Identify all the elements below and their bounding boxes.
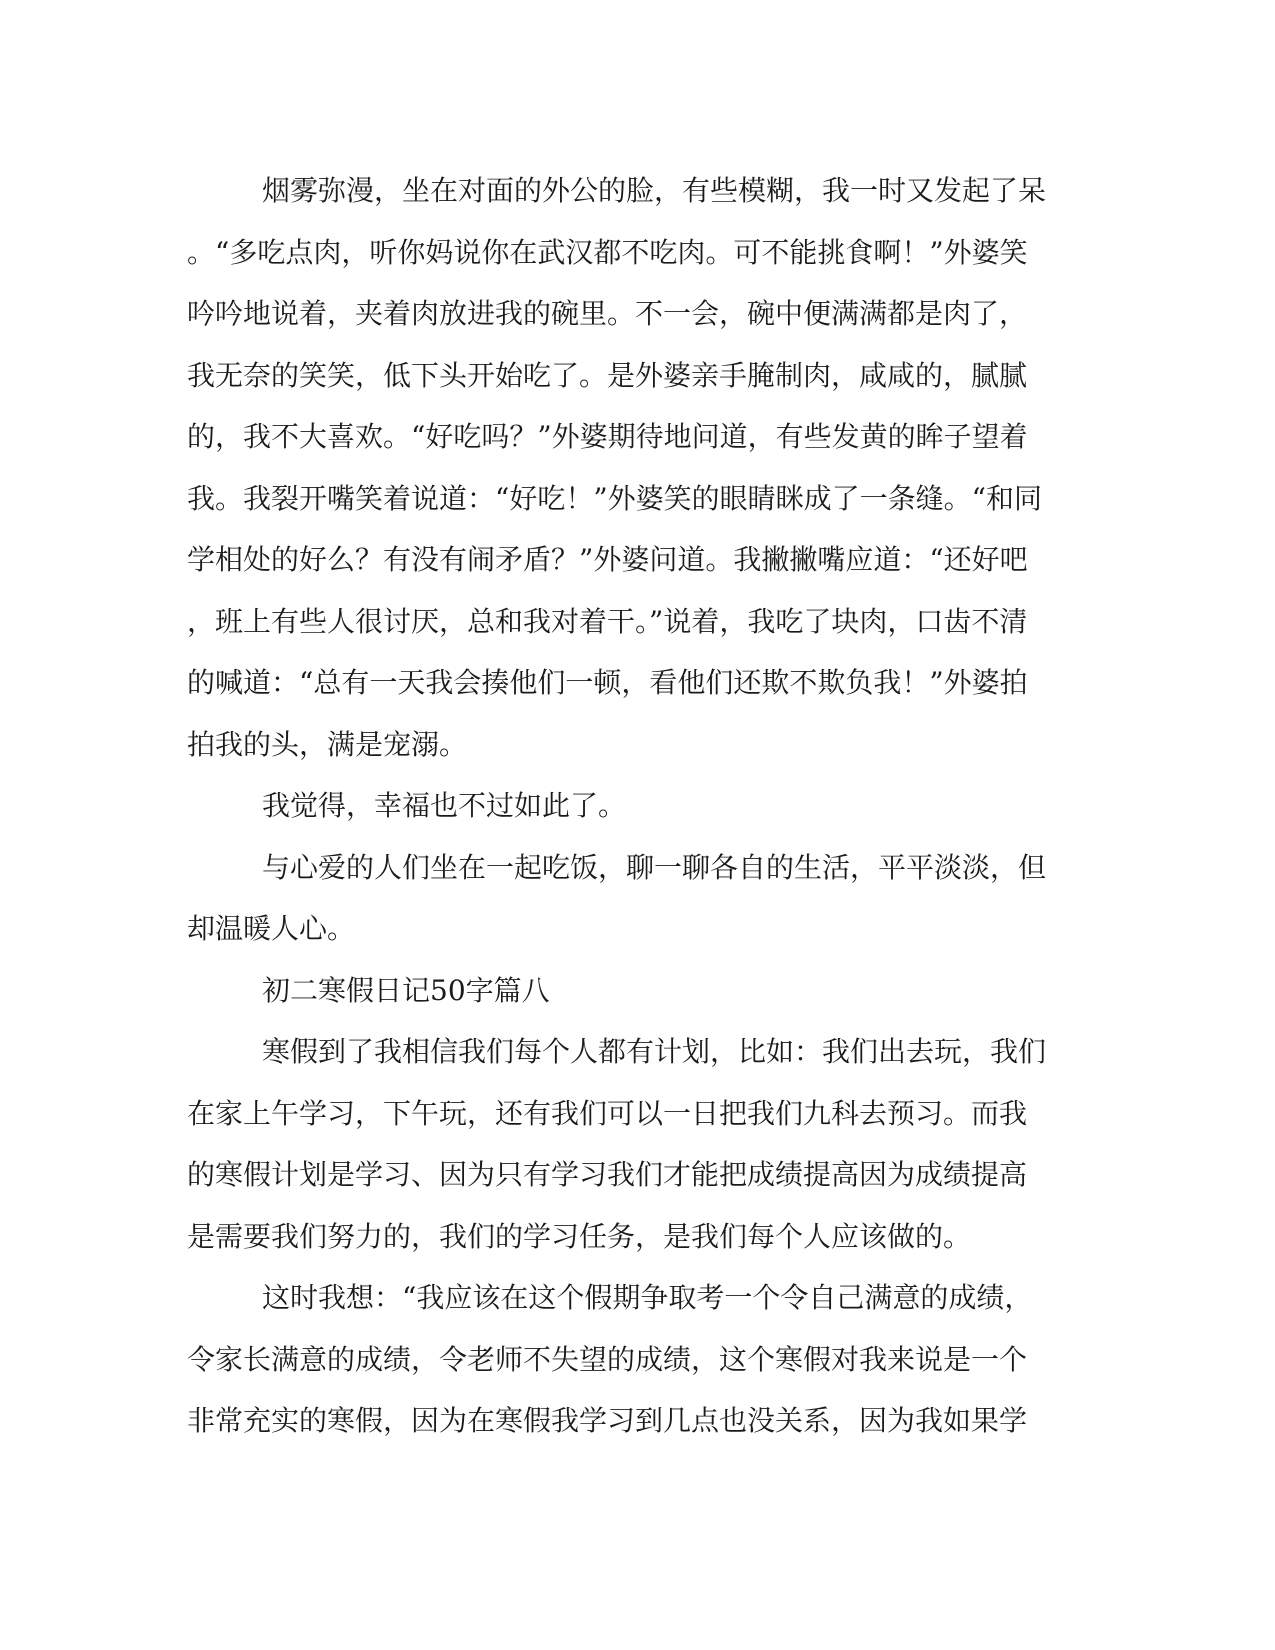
text-line: 在家上午学习，下午玩，还有我们可以一日把我们九科去预习。而我 bbox=[187, 1096, 1028, 1130]
text-line: 。“多吃点肉，听你妈说你在武汉都不吃肉。可不能挑食啊！”外婆笑 bbox=[187, 235, 1028, 269]
text-line: 学相处的好么？有没有闹矛盾？”外婆问道。我撇撇嘴应道：“还好吧 bbox=[187, 543, 1028, 576]
text-line: 这时我想：“我应该在这个假期争取考一个令自己满意的成绩， bbox=[262, 1281, 1033, 1314]
text-line: 烟雾弥漫，坐在对面的外公的脸，有些模糊，我一时又发起了呆 bbox=[262, 174, 1047, 207]
text-line: 却温暖人心。 bbox=[187, 912, 356, 945]
text-line: 的，我不大喜欢。“好吃吗？”外婆期待地问道，有些发黄的眸子望着 bbox=[187, 420, 1028, 453]
text-line: 寒假到了我相信我们每个人都有计划，比如：我们出去玩，我们 bbox=[262, 1035, 1047, 1068]
text-line: 我觉得，幸福也不过如此了。 bbox=[262, 789, 627, 822]
text-line: 与心爱的人们坐在一起吃饭，聊一聊各自的生活，平平淡淡，但 bbox=[262, 850, 1047, 884]
document-body bbox=[187, 160, 1067, 1452]
text-line: 非常充实的寒假，因为在寒假我学习到几点也没关系，因为我如果学 bbox=[187, 1404, 1028, 1437]
text-line: ，班上有些人很讨厌，总和我对着干。”说着，我吃了块肉，口齿不清 bbox=[187, 604, 1028, 638]
section-heading: 初二寒假日记50字篇八 bbox=[262, 973, 550, 1007]
text-line: 拍我的头，满是宠溺。 bbox=[187, 727, 468, 761]
text-line: 我。我裂开嘴笑着说道：“好吃！”外婆笑的眼睛眯成了一条缝。“和同 bbox=[187, 481, 1042, 515]
text-line: 我无奈的笑笑，低下头开始吃了。是外婆亲手腌制肉，咸咸的，腻腻 bbox=[187, 358, 1028, 392]
text-line: 的喊道：“总有一天我会揍他们一顿，看他们还欺不欺负我！”外婆拍 bbox=[187, 666, 1028, 699]
text-line: 吟吟地说着，夹着肉放进我的碗里。不一会，碗中便满满都是肉了， bbox=[187, 297, 1028, 330]
text-line: 令家长满意的成绩，令老师不失望的成绩，这个寒假对我来说是一个 bbox=[187, 1342, 1028, 1376]
text-line: 是需要我们努力的，我们的学习任务，是我们每个人应该做的。 bbox=[187, 1219, 972, 1253]
text-line: 的寒假计划是学习、因为只有学习我们才能把成绩提高因为成绩提高 bbox=[187, 1158, 1028, 1191]
